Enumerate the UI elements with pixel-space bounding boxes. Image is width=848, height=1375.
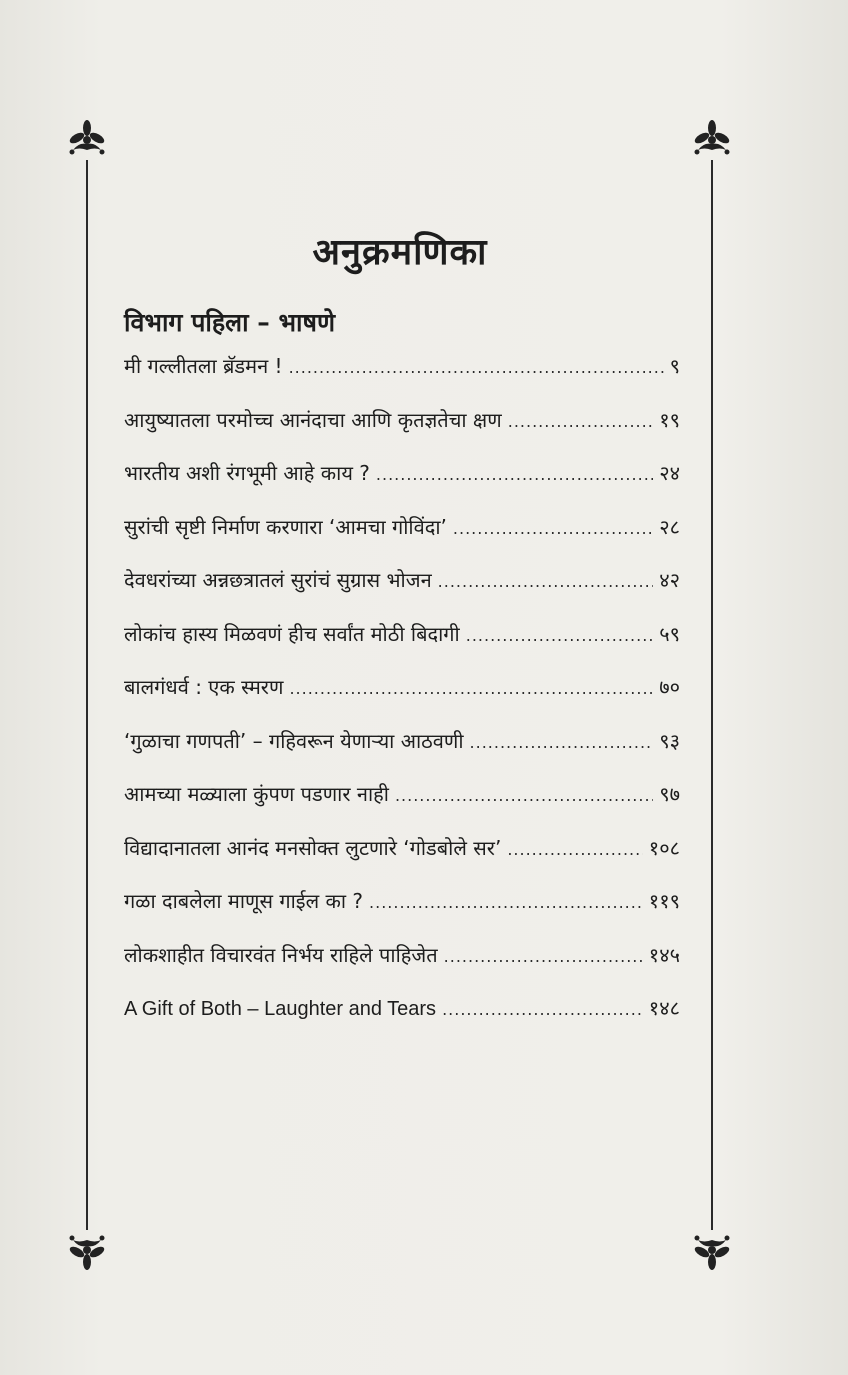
fleuron-icon (690, 1228, 734, 1272)
section-heading: विभाग पहिला – भाषणे (124, 308, 336, 337)
toc-entry[interactable] (124, 513, 680, 567)
toc-entry-page: २४ (659, 461, 680, 485)
table-of-contents (124, 352, 680, 1048)
toc-entry-title: ‘गुळाचा गणपती’ – गहिवरून येणाऱ्या आठवणी (124, 728, 464, 753)
toc-entry[interactable] (124, 673, 680, 727)
toc-entry-page: ९ (669, 354, 680, 378)
toc-entry-page: ७० (659, 675, 680, 699)
toc-entry-title: A Gift of Both – Laughter and Tears (124, 998, 437, 1020)
dot-leader (369, 893, 643, 912)
dot-leader (376, 465, 653, 484)
toc-entry-title: विद्यादानातला आनंद मनसोक्त लुटणारे ‘गोडबोले सर’ (124, 835, 502, 860)
toc-entry-page: १०८ (648, 835, 680, 860)
right-border-line (711, 160, 713, 1230)
dot-leader (508, 412, 653, 431)
fleuron-icon (690, 118, 734, 162)
toc-entry-page: १४८ (648, 996, 680, 1020)
toc-entry-title: लोकांच हास्य मिळवणं हीच सर्वांत मोठी बिदागी (124, 621, 460, 646)
toc-entry-title: गळा दाबलेला माणूस गाईल का ? (124, 889, 364, 913)
toc-entry-page: १४५ (648, 942, 680, 967)
dot-leader (289, 679, 653, 698)
toc-entry-title: आमच्या मळ्याला कुंपण पडणार नाही (124, 782, 389, 806)
fleuron-icon (65, 118, 109, 162)
toc-entry-title: लोकशाहीत विचारवंत निर्भय राहिले पाहिजेत (124, 942, 438, 967)
toc-entry-title: सुरांची सृष्टी निर्माण करणारा ‘आमचा गोविंदा’ (124, 514, 447, 539)
toc-entry[interactable] (124, 727, 680, 781)
toc-entry-page: १९ (659, 407, 680, 432)
toc-entry[interactable] (124, 887, 680, 941)
toc-entry-title: भारतीय अशी रंगभूमी आहे काय ? (124, 461, 370, 485)
dot-leader (442, 1000, 643, 1019)
dot-leader (438, 572, 654, 591)
toc-entry[interactable] (124, 406, 680, 460)
dot-leader (444, 947, 643, 966)
toc-entry-page: ९७ (659, 782, 680, 806)
toc-entry[interactable] (124, 994, 680, 1048)
toc-entry-page: ४२ (659, 568, 680, 592)
toc-entry[interactable] (124, 352, 680, 406)
dot-leader (395, 786, 653, 805)
toc-entry[interactable] (124, 566, 680, 620)
toc-entry[interactable] (124, 620, 680, 674)
page-title: अनुक्रमणिका (312, 232, 488, 273)
toc-entry[interactable] (124, 459, 680, 513)
fleuron-icon (65, 1228, 109, 1272)
left-border-line (86, 160, 88, 1230)
toc-entry-page: २८ (659, 514, 680, 539)
toc-entry-title: देवधरांच्या अन्नछत्रातलं सुरांचं सुग्रास भोजन (124, 568, 432, 592)
dot-leader (289, 358, 664, 377)
toc-entry-title: बालगंधर्व : एक स्मरण (124, 675, 284, 699)
dot-leader (453, 519, 653, 538)
toc-entry[interactable] (124, 941, 680, 995)
dot-leader (507, 840, 642, 859)
dot-leader (466, 626, 653, 645)
toc-entry-page: ११९ (648, 889, 680, 913)
dot-leader (470, 733, 654, 752)
toc-entry-title: मी गल्लीतला ब्रॅडमन ! (124, 354, 283, 378)
toc-entry[interactable] (124, 834, 680, 888)
toc-entry-title: आयुष्यातला परमोच्च आनंदाचा आणि कृतज्ञतेचा क्षण (124, 407, 502, 432)
toc-entry-page: ५९ (659, 621, 680, 646)
toc-entry[interactable] (124, 780, 680, 834)
toc-entry-page: ९३ (659, 728, 680, 753)
